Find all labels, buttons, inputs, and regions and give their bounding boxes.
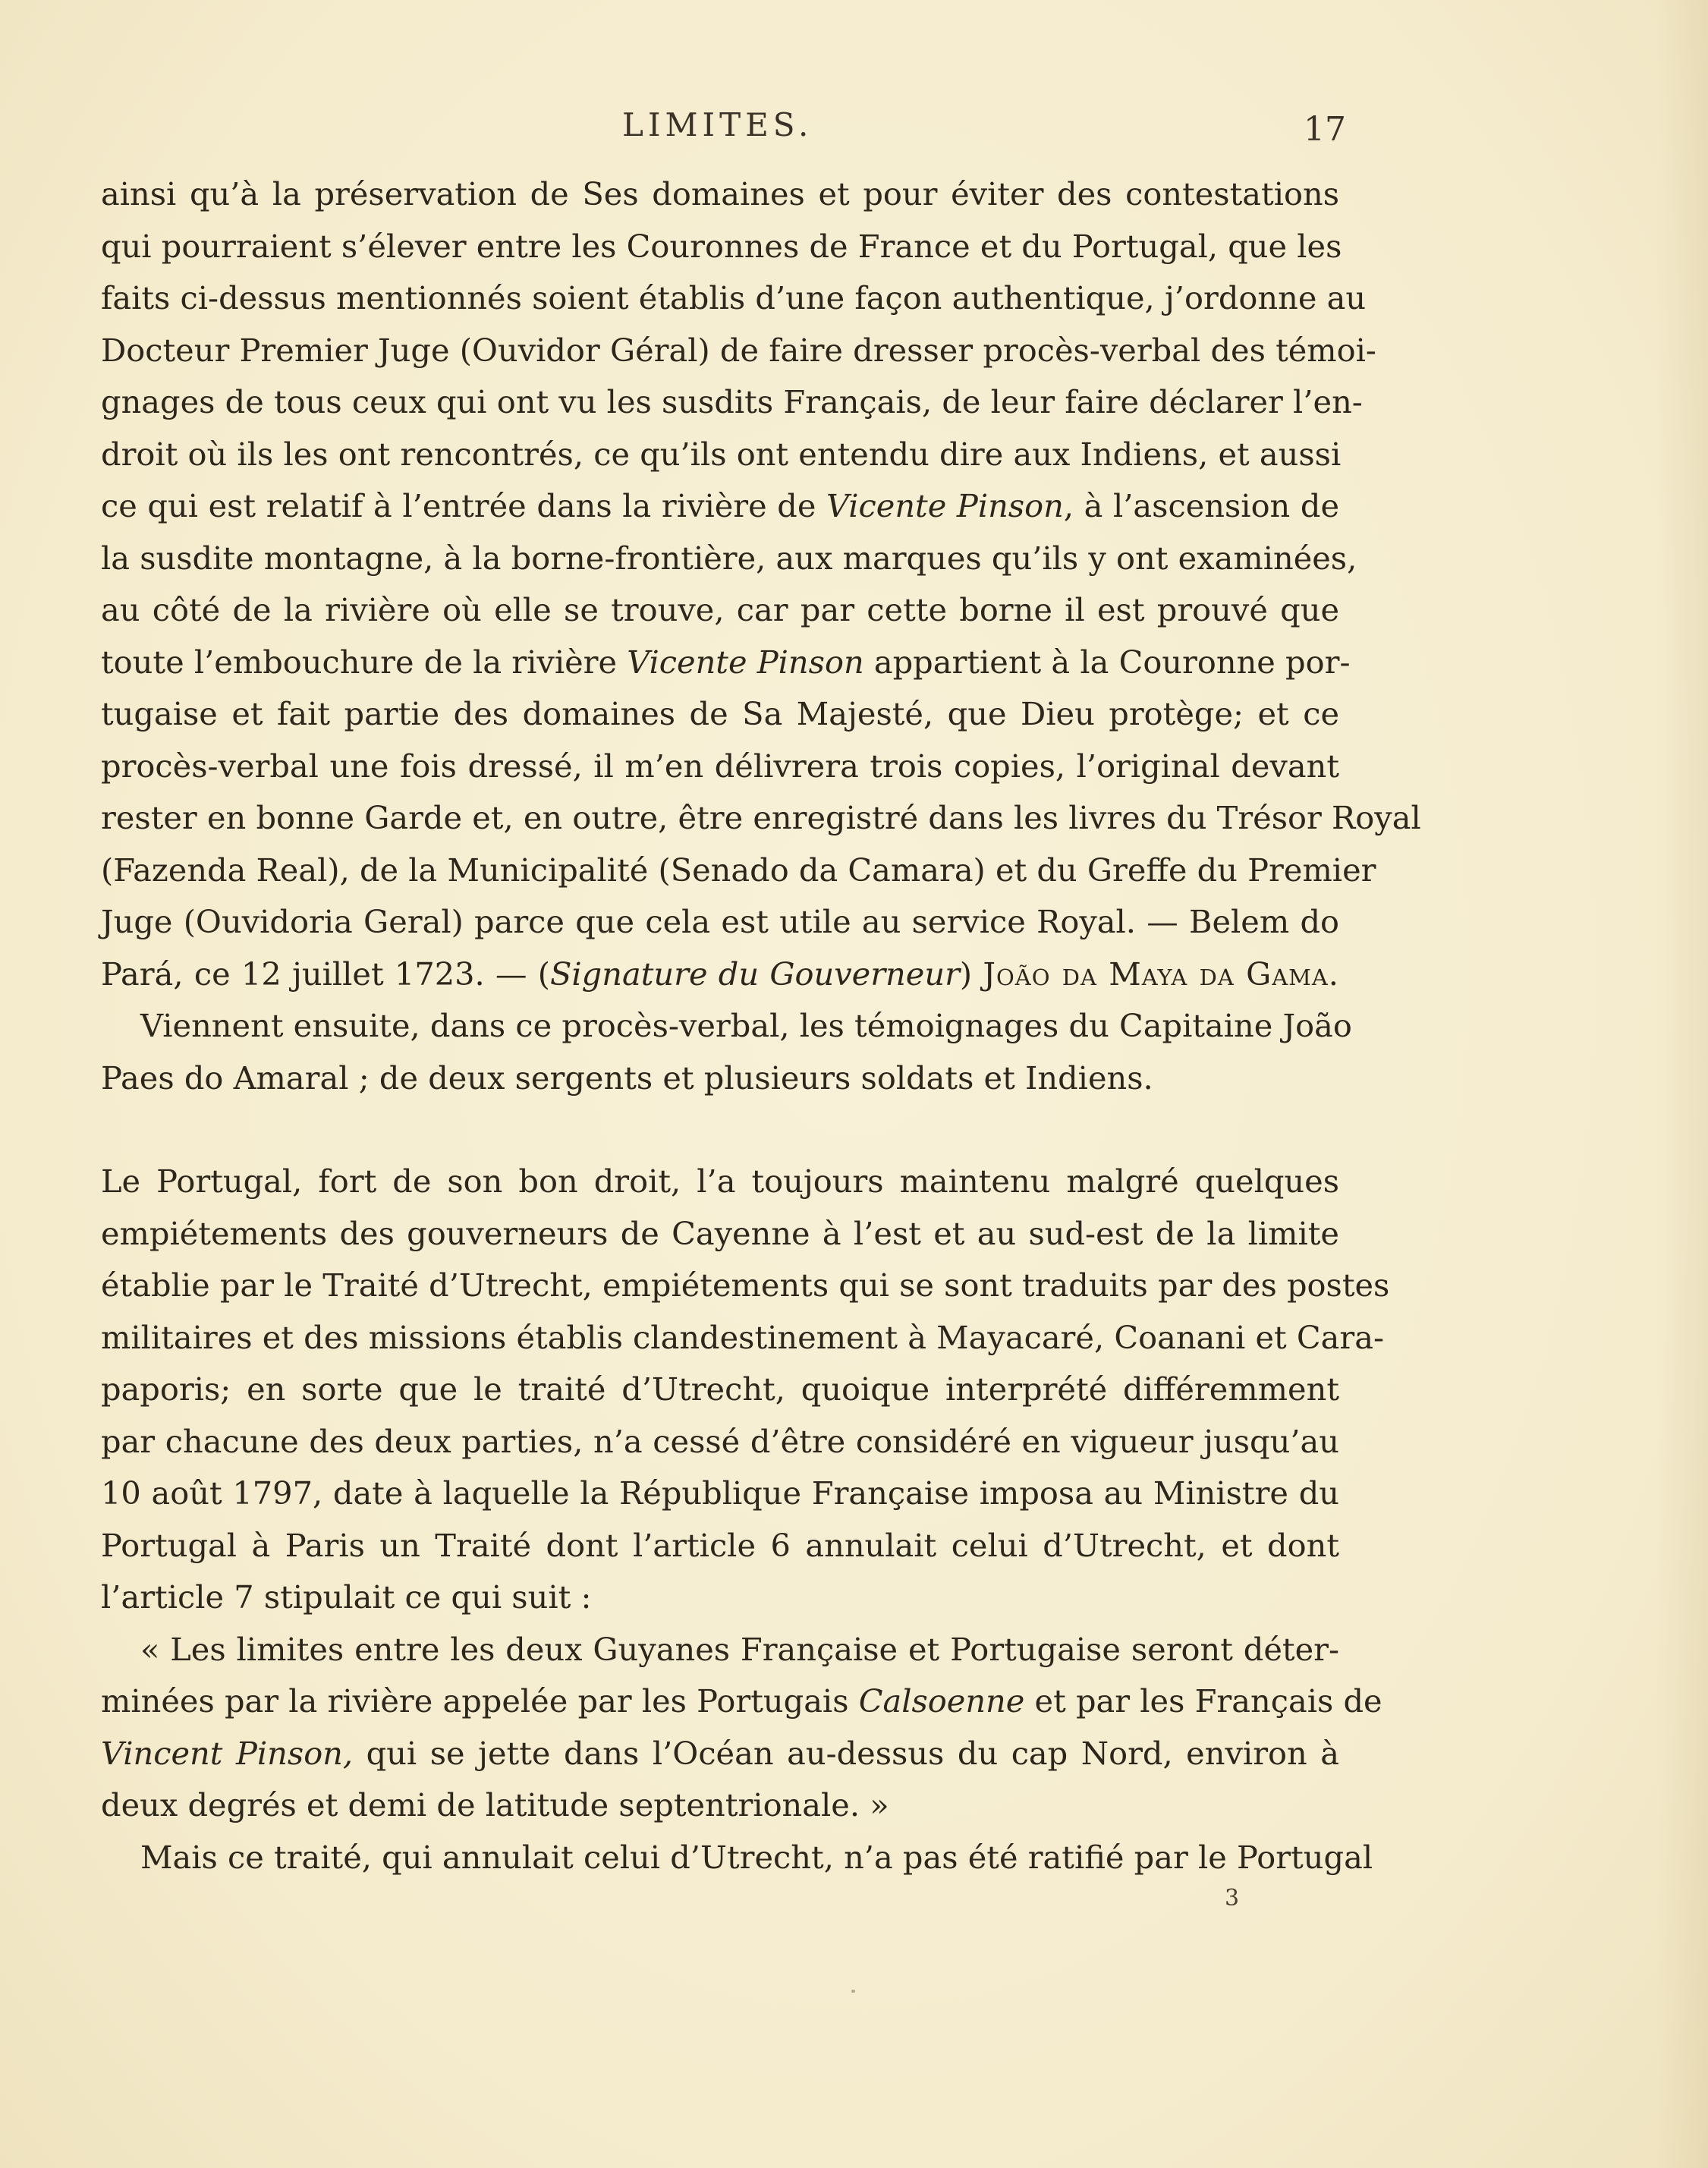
italic-river-name: Vincent Pinson, — [101, 1734, 354, 1772]
text-run: , à l’ascension de — [1063, 487, 1339, 524]
text-line: Docteur Premier Juge (Ouvidor Géral) de faire dresser procès-verbal des témoi- — [101, 331, 1376, 369]
paragraph-portugal-rights — [101, 1156, 1390, 1624]
text-line: au côté de la rivière où elle se trouve, car par cette borne il est prouvé que — [101, 591, 1339, 628]
text-line — [101, 480, 1339, 533]
text-run: toute l’embouchure de la rivière — [101, 643, 628, 681]
text-line: Paes do Amaral ; de deux sergents et plusieurs soldats et Indiens. — [101, 1059, 1153, 1097]
paragraph-testimonies — [101, 1000, 1352, 1104]
text-line: Viennent ensuite, dans ce procès-verbal, les témoignages du Capitaine João — [140, 1007, 1352, 1044]
italic-place-name: Vicente Pinson — [826, 487, 1064, 524]
text-line: l’article 7 stipulait ce qui suit : — [101, 1578, 592, 1616]
paragraph-treaty-unratified — [101, 1832, 1373, 1884]
text-line: procès-verbal une fois dressé, il m’en délivrera trois copies, l’original devant — [101, 747, 1339, 785]
text-line: Mais ce traité, qui annulait celui d’Utrecht, n’a pas été ratifié par le Portugal — [140, 1838, 1373, 1876]
section-gap — [101, 1104, 1339, 1156]
text-line — [101, 1676, 1382, 1728]
text-line: (Fazenda Real), de la Municipalité (Senado da Camara) et du Greffe du Premier — [101, 851, 1376, 889]
text-line: la susdite montagne, à la borne-frontière, aux marques qu’ils y ont examinées, — [101, 539, 1357, 577]
text-line: ainsi qu’à la préservation de Ses domaines et pour éviter des contestations — [101, 175, 1339, 212]
text-run: Pará, ce 12 juillet 1723. — ( — [101, 955, 550, 993]
italic-place-name: Vicente Pinson — [627, 643, 864, 681]
body-text — [101, 168, 1421, 1883]
running-title: LIMITES. — [622, 106, 813, 143]
text-line: établie par le Traité d’Utrecht, empiétements qui se sont traduits par des postes — [101, 1267, 1390, 1304]
text-run: minées par la rivière appelée par les Portugais — [101, 1682, 859, 1720]
text-line — [101, 637, 1351, 689]
text-line: droit où ils les ont rencontrés, ce qu’ils ont entendu dire aux Indiens, et aussi — [101, 435, 1342, 473]
text-line: par chacune des deux parties, n’a cessé d’être considéré en vigueur jusqu’au — [101, 1422, 1339, 1460]
text-line — [101, 1728, 1339, 1780]
text-line: qui pourraient s’élever entre les Couronnes de France et du Portugal, que les — [101, 227, 1342, 265]
text-line: faits ci-dessus mentionnés soient établis d’une façon authentique, j’ordonne au — [101, 279, 1367, 316]
text-run: ) — [959, 955, 983, 993]
text-line: empiétements des gouverneurs de Cayenne à l’est et au sud-est de la limite — [101, 1214, 1339, 1252]
text-line — [101, 949, 1339, 1001]
text-line: deux degrés et demi de latitude septentrionale. » — [101, 1786, 889, 1823]
text-run: qui se jette dans l’Océan au-dessus du cap Nord, environ à — [353, 1734, 1340, 1772]
page-number: 17 — [1304, 110, 1346, 149]
text-run: appartient à la Couronne por- — [863, 643, 1351, 681]
text-line: rester en bonne Garde et, en outre, être enregistré dans les livres du Trésor Royal — [101, 799, 1421, 836]
paper-speck — [851, 1990, 855, 1993]
page-edge-shadow — [1655, 0, 1708, 2168]
italic-river-name: Calsoenne — [858, 1682, 1025, 1720]
text-line: gnages de tous ceux qui ont vu les susdits Français, de leur faire déclarer l’en- — [101, 383, 1363, 420]
paragraph-treaty-quote — [101, 1624, 1382, 1832]
text-line: paporis; en sorte que le traité d’Utrecht, quoique interprété différemment — [101, 1370, 1339, 1408]
text-line: Juge (Ouvidoria Geral) parce que cela est utile au service Royal. — Belem do — [101, 903, 1339, 940]
text-line: 10 août 1797, date à laquelle la République Française imposa au Ministre du — [101, 1474, 1339, 1512]
text-line: militaires et des missions établis clandestinement à Mayacaré, Coanani et Cara- — [101, 1318, 1385, 1356]
paragraph-letter-continuation — [101, 168, 1421, 1000]
text-run: et par les Français de — [1024, 1682, 1382, 1720]
italic-signature-label: Signature du Gouverneur — [549, 955, 960, 993]
text-line: « Les limites entre les deux Guyanes Française et Portugaise seront déter- — [140, 1630, 1339, 1668]
text-run: ce qui est relatif à l’entrée dans la rivière de — [101, 487, 827, 524]
text-line: Le Portugal, fort de son bon droit, l’a toujours maintenu malgré quelques — [101, 1163, 1339, 1200]
governor-name: João da Maya da Gama. — [983, 955, 1339, 993]
text-line: tugaise et fait partie des domaines de Sa Majesté, que Dieu protège; et ce — [101, 695, 1339, 732]
text-line: Portugal à Paris un Traité dont l’article 6 annulait celui d’Utrecht, et dont — [101, 1526, 1339, 1564]
signature-mark: 3 — [1225, 1885, 1240, 1912]
